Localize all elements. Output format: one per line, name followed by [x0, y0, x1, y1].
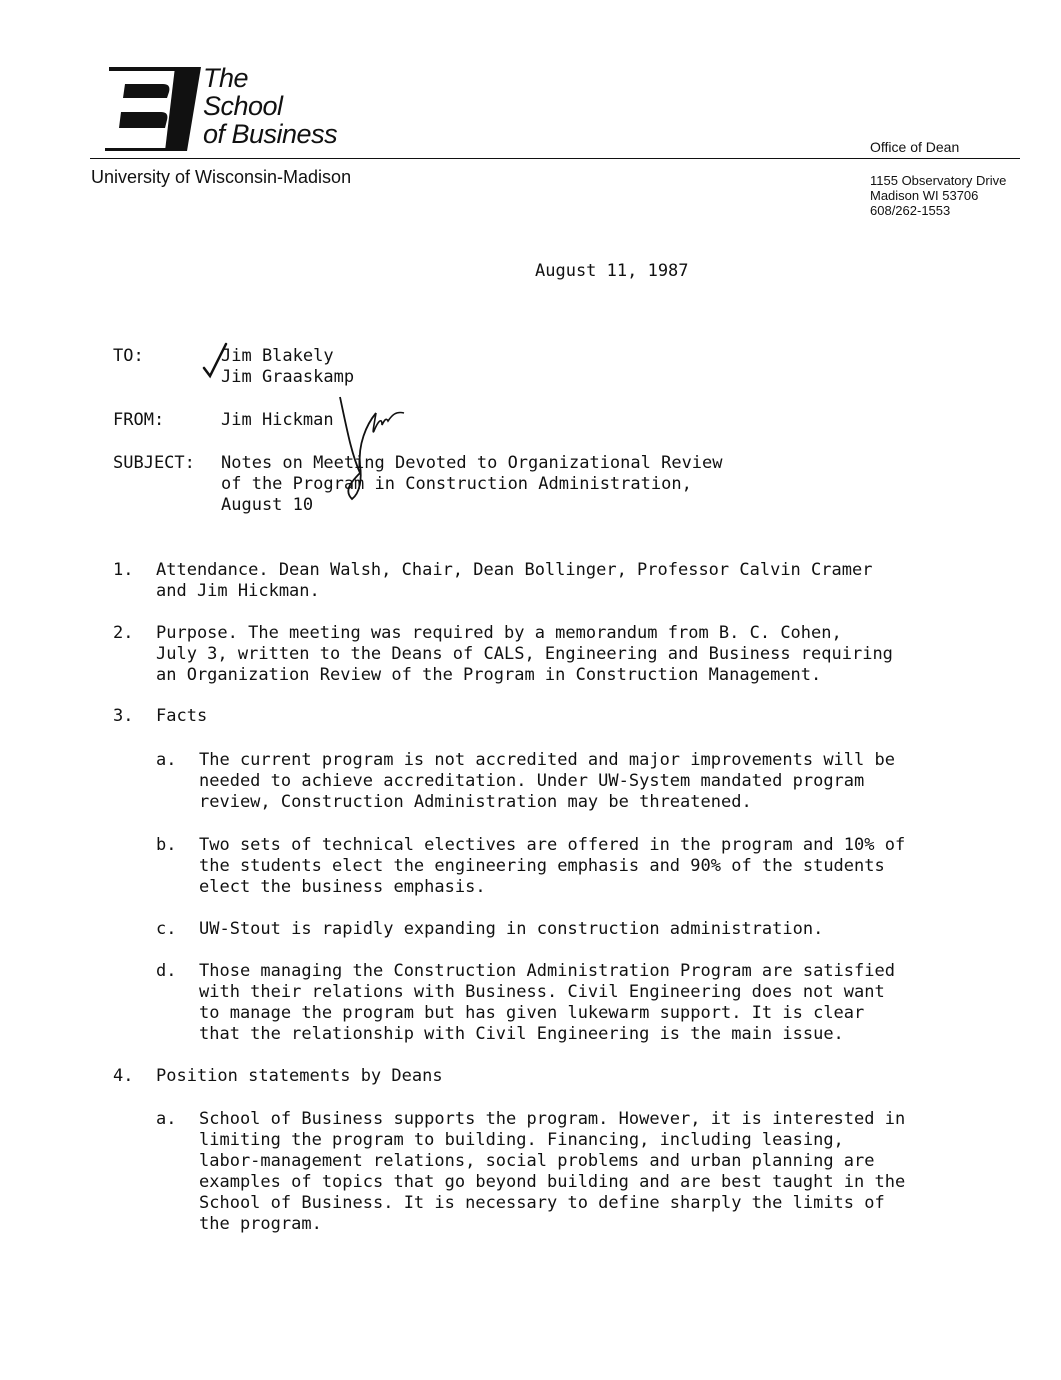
item-4a-letter: a.	[156, 1109, 177, 1129]
office-address	[870, 173, 1006, 218]
item-3c-letter: c.	[156, 919, 177, 939]
item-3c-text: UW-Stout is rapidly expanding in construction administration.	[199, 919, 824, 939]
logo-line-1: The	[203, 63, 249, 93]
item-4-number: 4.	[113, 1066, 134, 1086]
school-of-business-logo	[105, 64, 205, 154]
item-2-text: Purpose. The meeting was required by a memorandum from B. C. Cohen, July 3, written to the Deans of CALS, Engineering and Business requiring an Organization Review of the Program in Construction Management.	[156, 623, 893, 685]
address-line-2: Madison WI 53706	[870, 188, 979, 203]
subject-line-3: August 10	[221, 495, 314, 515]
address-line-1: 1155 Observatory Drive	[870, 173, 1007, 188]
item-3-number: 3.	[113, 706, 134, 726]
item-3b-letter: b.	[156, 835, 177, 855]
logo-wordmark	[203, 64, 337, 148]
handwritten-initials-signature	[330, 395, 420, 505]
to-label: TO:	[113, 346, 144, 366]
from-label: FROM:	[113, 410, 165, 430]
handwritten-check-mark-icon	[200, 340, 230, 380]
item-1-text: Attendance. Dean Walsh, Chair, Dean Bollinger, Professor Calvin Cramer and Jim Hickman.	[156, 560, 873, 601]
logo-line-3: of Business	[203, 119, 338, 149]
subject-line-1: Notes on Meeting Devoted to Organizational Review	[221, 453, 723, 473]
address-line-3: 608/262-1553	[870, 203, 951, 218]
memo-date: August 11, 1987	[535, 261, 689, 281]
letterhead-rule	[90, 158, 1020, 159]
subject-line-2: of the Program in Construction Administration,	[221, 474, 692, 494]
item-3a-text: The current program is not accredited and major improvements will be needed to achieve accreditation. Under UW-System mandated program review, Construction Administration may be threatened.	[199, 750, 895, 812]
office-name: Office of Dean	[870, 139, 960, 155]
item-3-text: Facts	[156, 706, 208, 726]
from-name: Jim Hickman	[221, 410, 334, 430]
item-3d-text: Those managing the Construction Administration Program are satisfied with their relations with Business. Civil Engineering does not want to manage the program but has given lukewarm support. It is clear that the relationship with Civil Engineering is the main issue.	[199, 961, 895, 1044]
logo-line-2: School	[203, 91, 283, 121]
item-4-text: Position statements by Deans	[156, 1066, 443, 1086]
item-3d-letter: d.	[156, 961, 177, 981]
item-3b-text: Two sets of technical electives are offered in the program and 10% of the students elect the engineering emphasis and 90% of the students elect the business emphasis.	[199, 835, 906, 897]
to-name-1: Jim Blakely	[221, 346, 334, 366]
to-name-2: Jim Graaskamp	[221, 367, 355, 387]
item-3a-letter: a.	[156, 750, 177, 770]
subject-label: SUBJECT:	[113, 453, 195, 473]
item-2-number: 2.	[113, 623, 134, 643]
item-1-number: 1.	[113, 560, 134, 580]
university-name: University of Wisconsin-Madison	[91, 167, 352, 187]
item-4a-text: School of Business supports the program. However, it is interested in limiting the program to building. Financing, including leasing, labor-management relations, social problems and urban planning are examples of topics that go beyond building and are best taught in the School of Business. It is necessary to define sharply the limits of the program.	[199, 1109, 906, 1234]
